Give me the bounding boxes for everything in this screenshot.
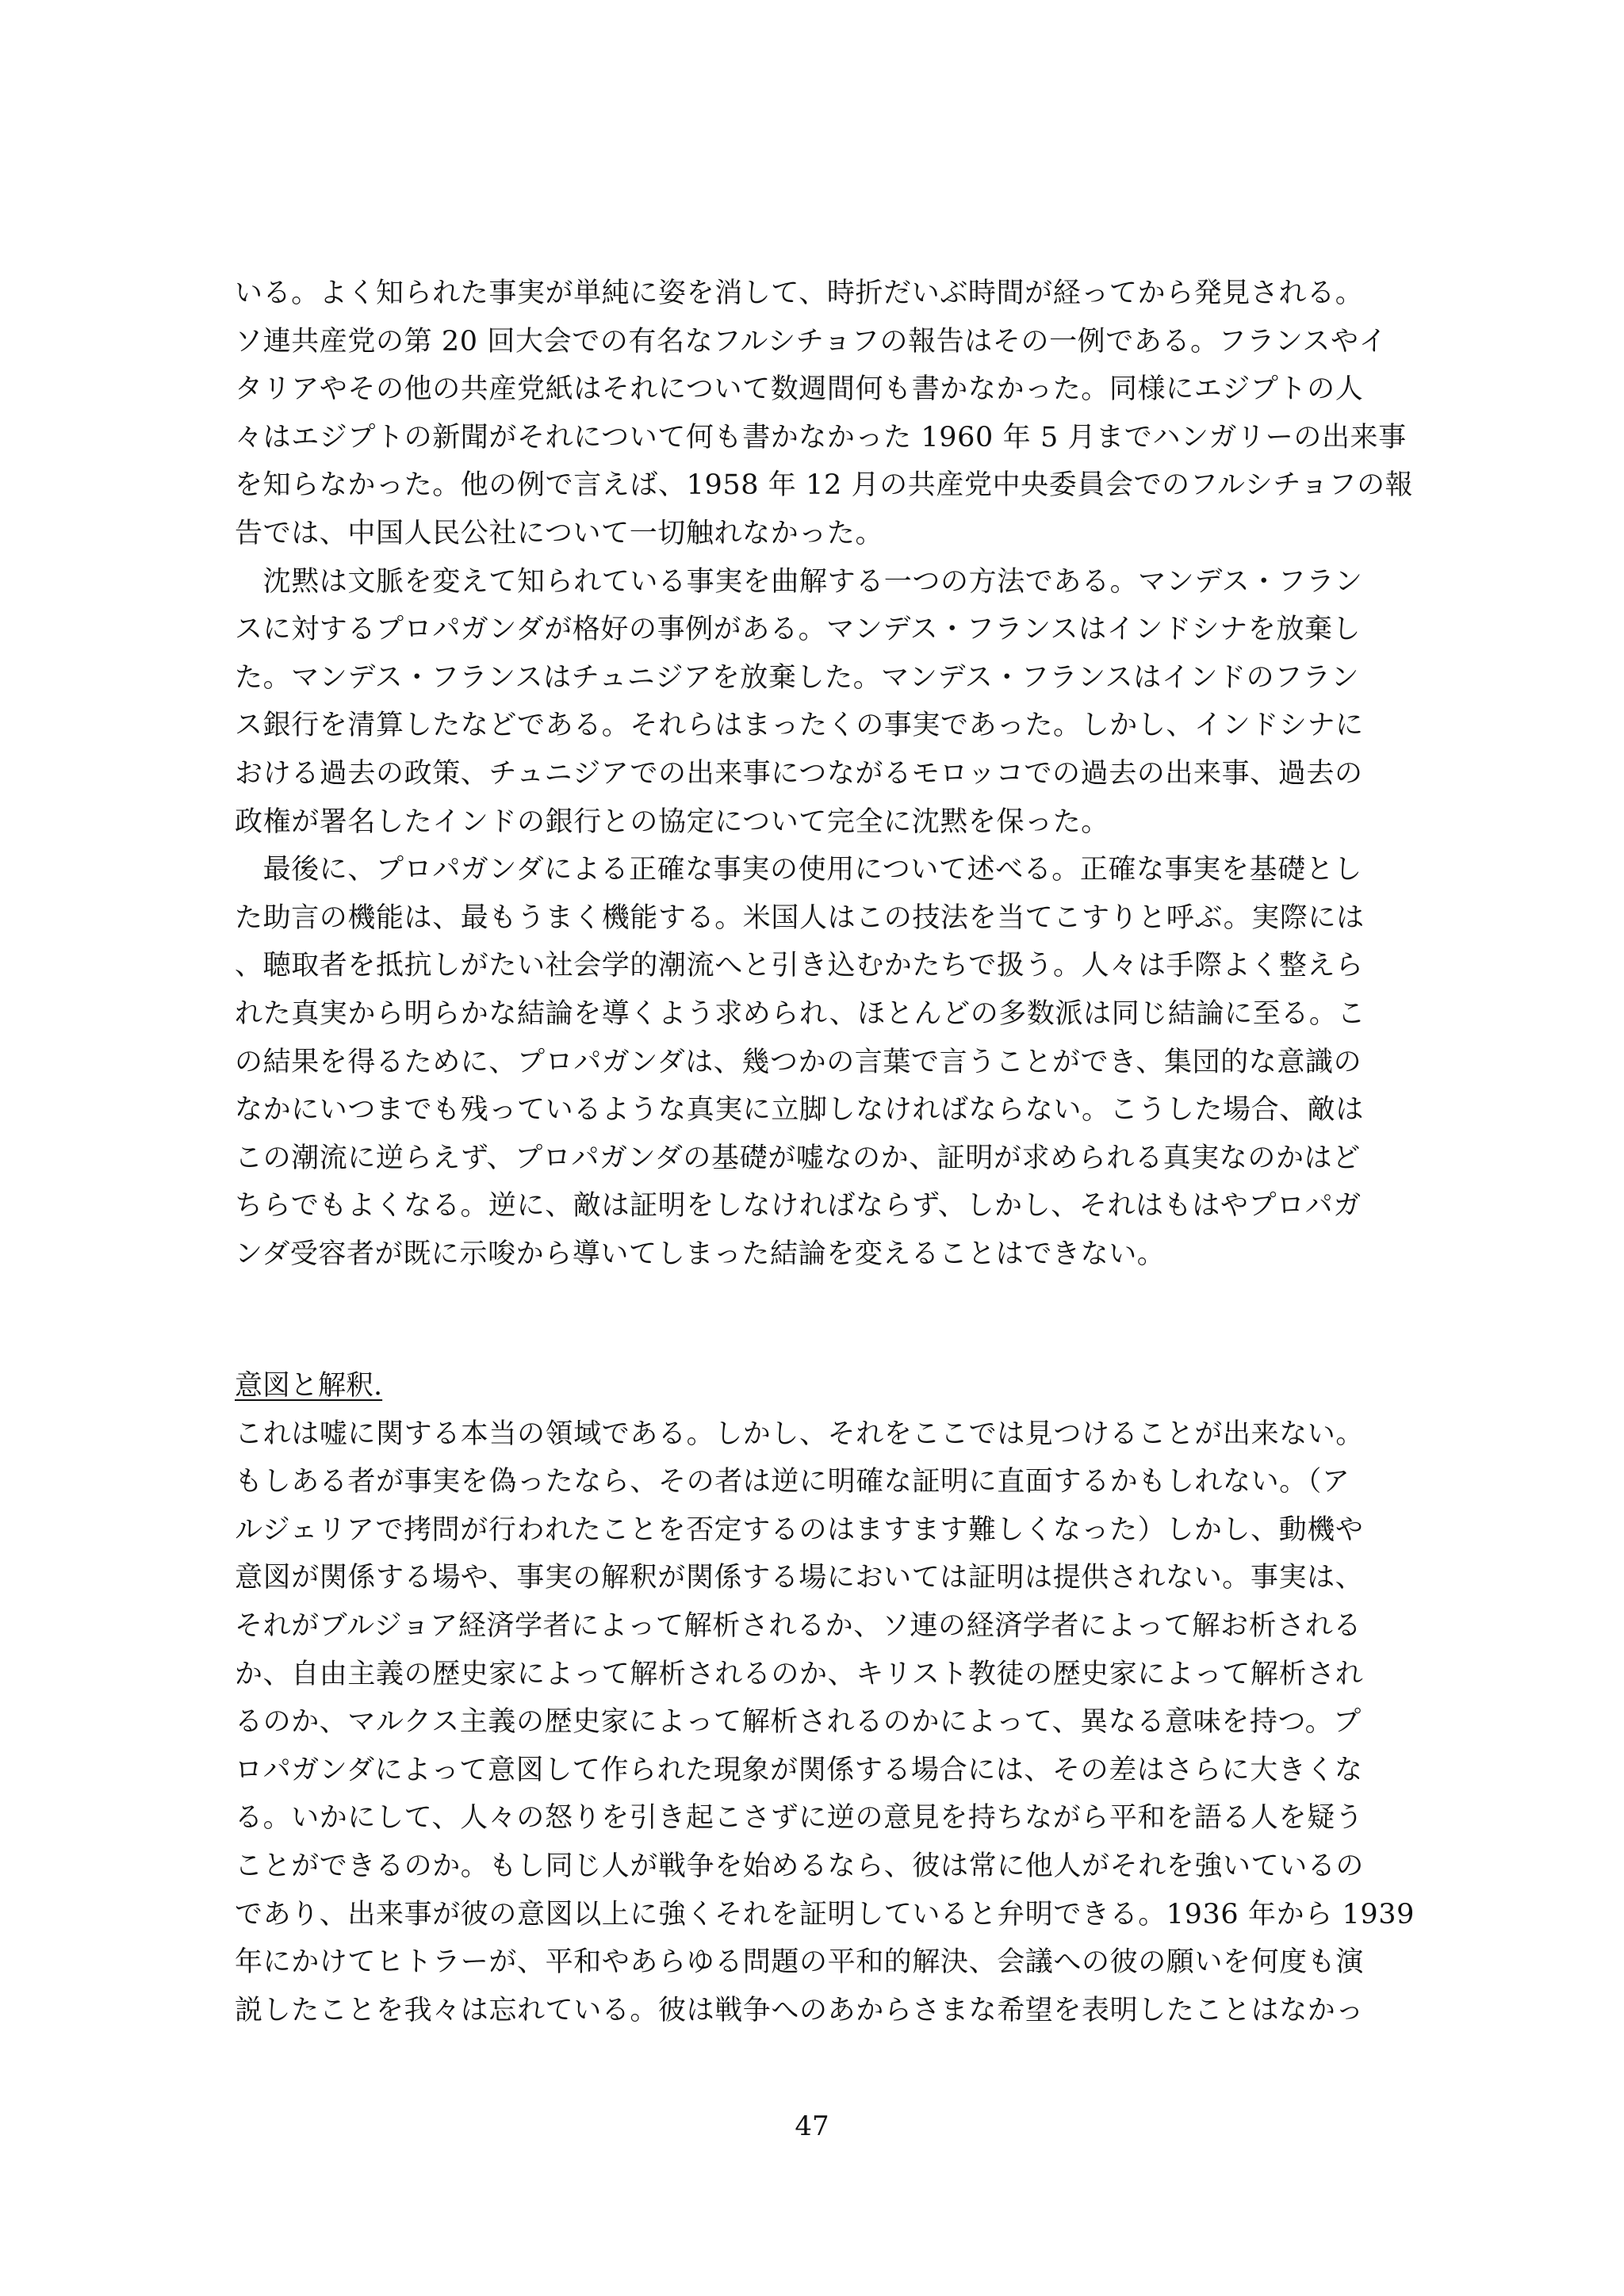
text-line: 告では、中国人民公社について一切触れなかった。 bbox=[235, 517, 884, 549]
text-line: 説したことを我々は忘れている。彼は戦争へのあからさまな希望を表明したことはなかっ bbox=[235, 1994, 1365, 2026]
text-line: を知らなかった。他の例で言えば、1958 年 12 月の共産党中央委員会でのフルシチョフの報 bbox=[235, 469, 1414, 502]
text-line: それがブルジョア経済学者によって解析されるか、ソ連の経済学者によって解お析される bbox=[235, 1609, 1362, 1642]
text-line: か、自由主義の歴史家によって解析されるのか、キリスト教徒の歴史家によって解析され bbox=[235, 1658, 1364, 1690]
text-line: これは嘘に関する本当の領域である。しかし、それをここでは見つけることが出来ない。 bbox=[235, 1418, 1365, 1450]
text-line: おける過去の政策、チュニジアでの出来事につながるモロッコでの過去の出来事、過去の bbox=[235, 757, 1363, 790]
text-line: この潮流に逆らえず、プロパガンダの基礎が嘘なのか、証明が求められる真実なのかはど bbox=[235, 1142, 1361, 1174]
page-number: 47 bbox=[795, 2110, 829, 2142]
text-line: ンダ受容者が既に示唆から導いてしまった結論を変えることはできない。 bbox=[235, 1238, 1166, 1270]
text-line: 、聴取者を抵抗しがたい社会学的潮流へと引き込むかたちで扱う。人々は手際よく整えら bbox=[235, 950, 1364, 982]
text-line: れた真実から明らかな結論を導くよう求められ、ほとんどの多数派は同じ結論に至る。こ bbox=[235, 997, 1366, 1030]
text-line: であり、出来事が彼の意図以上に強くそれを証明していると弁明できる。1936 年から 1939 bbox=[235, 1898, 1415, 1931]
text-line: 政権が署名したインドの銀行との協定について完全に沈黙を保った。 bbox=[235, 806, 1109, 838]
text-line: た助言の機能は、最もうまく機能する。米国人はこの技法を当てこすりと呼ぶ。実際には bbox=[235, 901, 1365, 934]
text-line: た。マンデス・フランスはチュニジアを放棄した。マンデス・フランスはインドのフラン bbox=[235, 661, 1360, 694]
text-line: 年にかけてヒトラーが、平和やあらゆる問題の平和的解決、会議への彼の願いを何度も演 bbox=[235, 1946, 1365, 1979]
text-line: なかにいつまでも残っているような真実に立脚しなければならない。こうした場合、敵は bbox=[235, 1094, 1365, 1127]
text-line: もしある者が事実を偽ったなら、その者は逆に明確な証明に直面するかもしれない。（ア bbox=[235, 1466, 1350, 1498]
body-text-section-2 bbox=[235, 1362, 1415, 2034]
text-line: スに対するプロパガンダが格好の事例がある。マンデス・フランスはインドシナを放棄し bbox=[235, 614, 1362, 646]
text-line: ことができるのか。もし同じ人が戦争を始めるなら、彼は常に他人がそれを強いているの bbox=[235, 1850, 1365, 1882]
text-line: ちらでもよくなる。逆に、敵は証明をしなければならず、しかし、それはもはやプロパガ bbox=[235, 1190, 1362, 1223]
text-line: タリアやその他の共産党紙はそれについて数週間何も書かなかった。同様にエジプトの人 bbox=[235, 373, 1364, 406]
text-line: ロパガンダによって意図して作られた現象が関係する場合には、その差はさらに大きくな bbox=[235, 1754, 1363, 1786]
text-line: ルジェリアで拷問が行われたことを否定するのはますます難しくなった）しかし、動機や bbox=[235, 1513, 1364, 1546]
text-line: るのか、マルクス主義の歴史家によって解析されるのかによって、異なる意味を持つ。プ bbox=[235, 1706, 1362, 1739]
text-line: ソ連共産党の第 20 回大会での有名なフルシチョフの報告はその一例である。フランスやイ bbox=[235, 325, 1388, 358]
text-line: 々はエジプトの新聞がそれについて何も書かなかった 1960 年 5 月までハンガリーの出来事 bbox=[235, 421, 1407, 453]
text-line: いる。よく知られた事実が単純に姿を消して、時折だいぶ時間が経ってから発見される。 bbox=[235, 277, 1364, 309]
text-line: る。いかにして、人々の怒りを引き起こさずに逆の意見を持ちながら平和を語る人を疑う bbox=[235, 1802, 1364, 1835]
text-line: の結果を得るために、プロパガンダは、幾つかの言葉で言うことができ、集団的な意識の bbox=[235, 1046, 1362, 1078]
text-line: ス銀行を清算したなどである。それらはまったくの事実であった。しかし、インドシナに bbox=[235, 710, 1364, 742]
text-line: 沈黙は文脈を変えて知られている事実を曲解する一つの方法である。マンデス・フラン bbox=[235, 565, 1363, 598]
section-heading-text: 意図と解釈. bbox=[235, 1370, 383, 1402]
text-line: 意図が関係する場や、事実の解釈が関係する場においては証明は提供されない。事実は、 bbox=[235, 1562, 1364, 1594]
section-heading bbox=[235, 1362, 1392, 1410]
text-line: 最後に、プロパガンダによる正確な事実の使用について述べる。正確な事実を基礎とし bbox=[235, 854, 1362, 886]
body-text-section-1 bbox=[235, 270, 1414, 1278]
